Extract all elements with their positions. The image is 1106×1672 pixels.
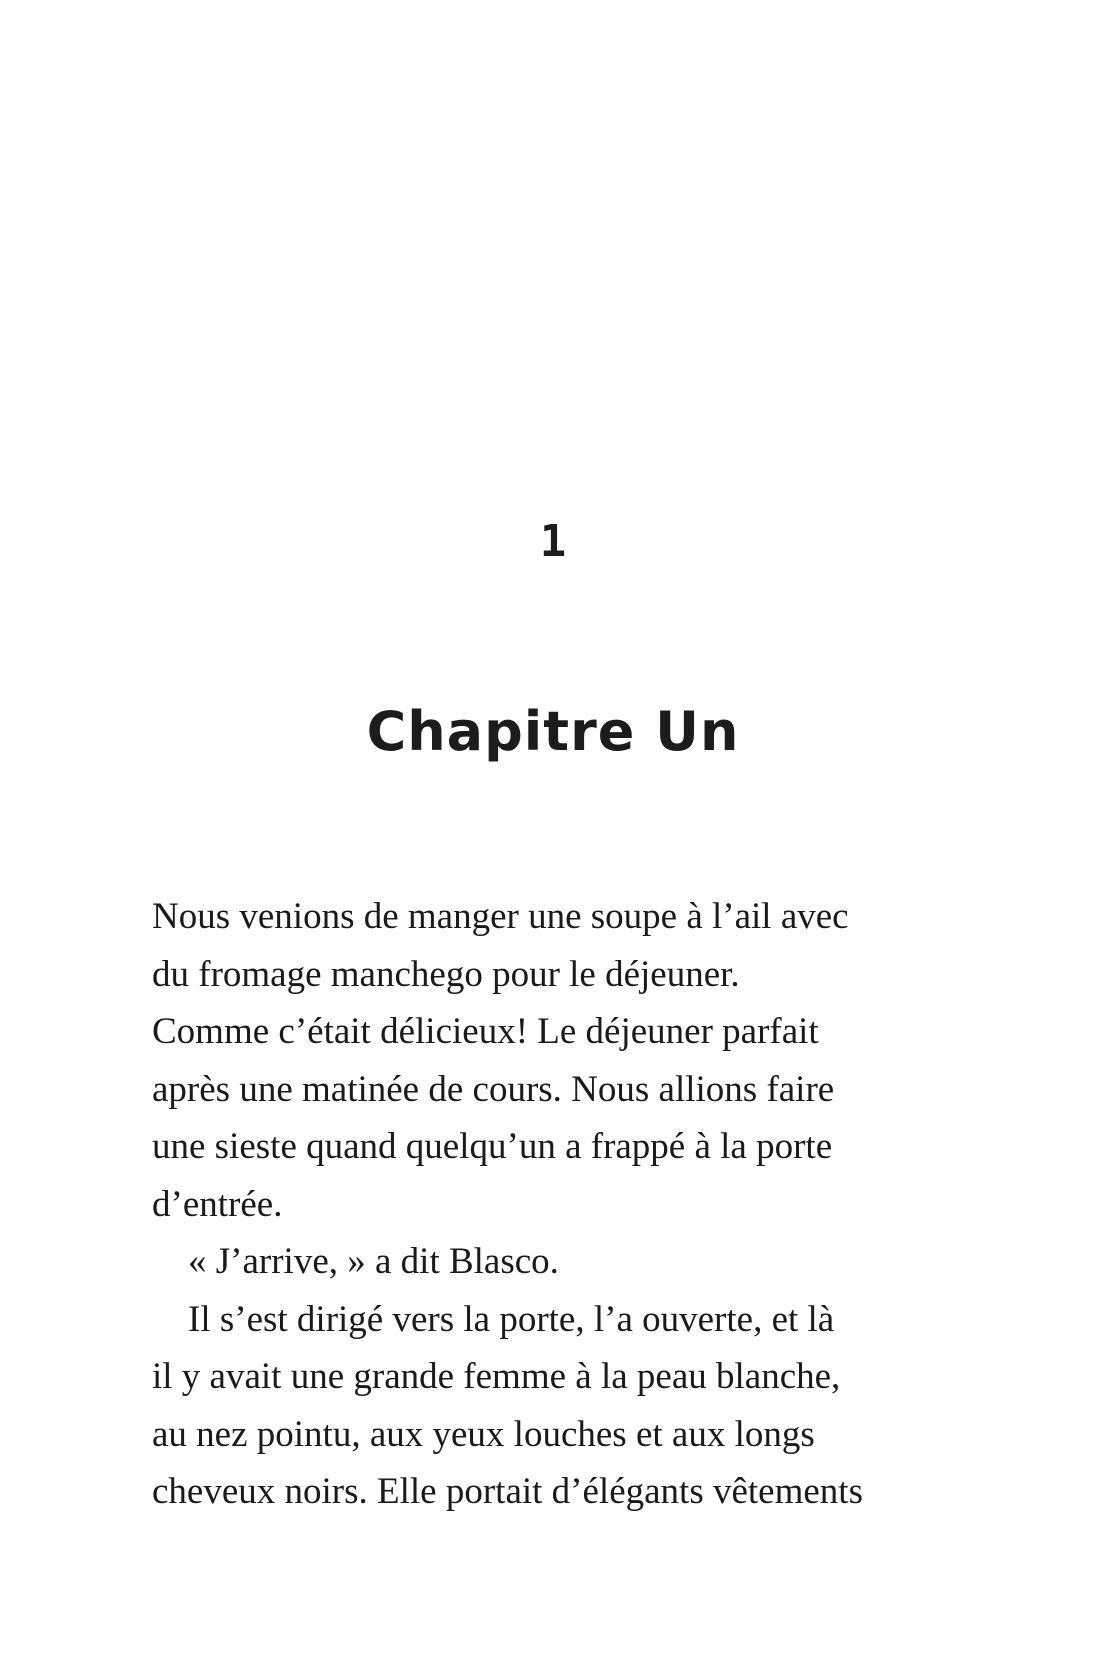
text-line: après une matinée de cours. Nous allions faire [152,1068,835,1110]
text-line: au nez pointu, aux yeux louches et aux longs [152,1413,815,1455]
text-line: Comme c’était délicieux! Le déjeuner parfait [152,1011,819,1052]
text-line: Nous venions de manger une soupe à l’ail avec [152,896,849,937]
text-line: une sieste quand quelqu’un a frappé à la porte [152,1126,833,1167]
body-text [152,888,972,1521]
chapter-title: Chapitre Un [366,700,740,763]
text-line: Il s’est dirigé vers la porte, l’a ouverte, et là [188,1298,835,1340]
chapter-number: 1 [539,516,567,567]
text-line: « J’arrive, » a dit Blasco. [188,1241,559,1282]
text-line: d’entrée. [152,1183,283,1225]
text-line: du fromage manchego pour le déjeuner. [152,953,740,995]
text-line: il y avait une grande femme à la peau blanche, [152,1356,841,1397]
text-line: cheveux noirs. Elle portait d’élégants vêtements [152,1471,863,1512]
